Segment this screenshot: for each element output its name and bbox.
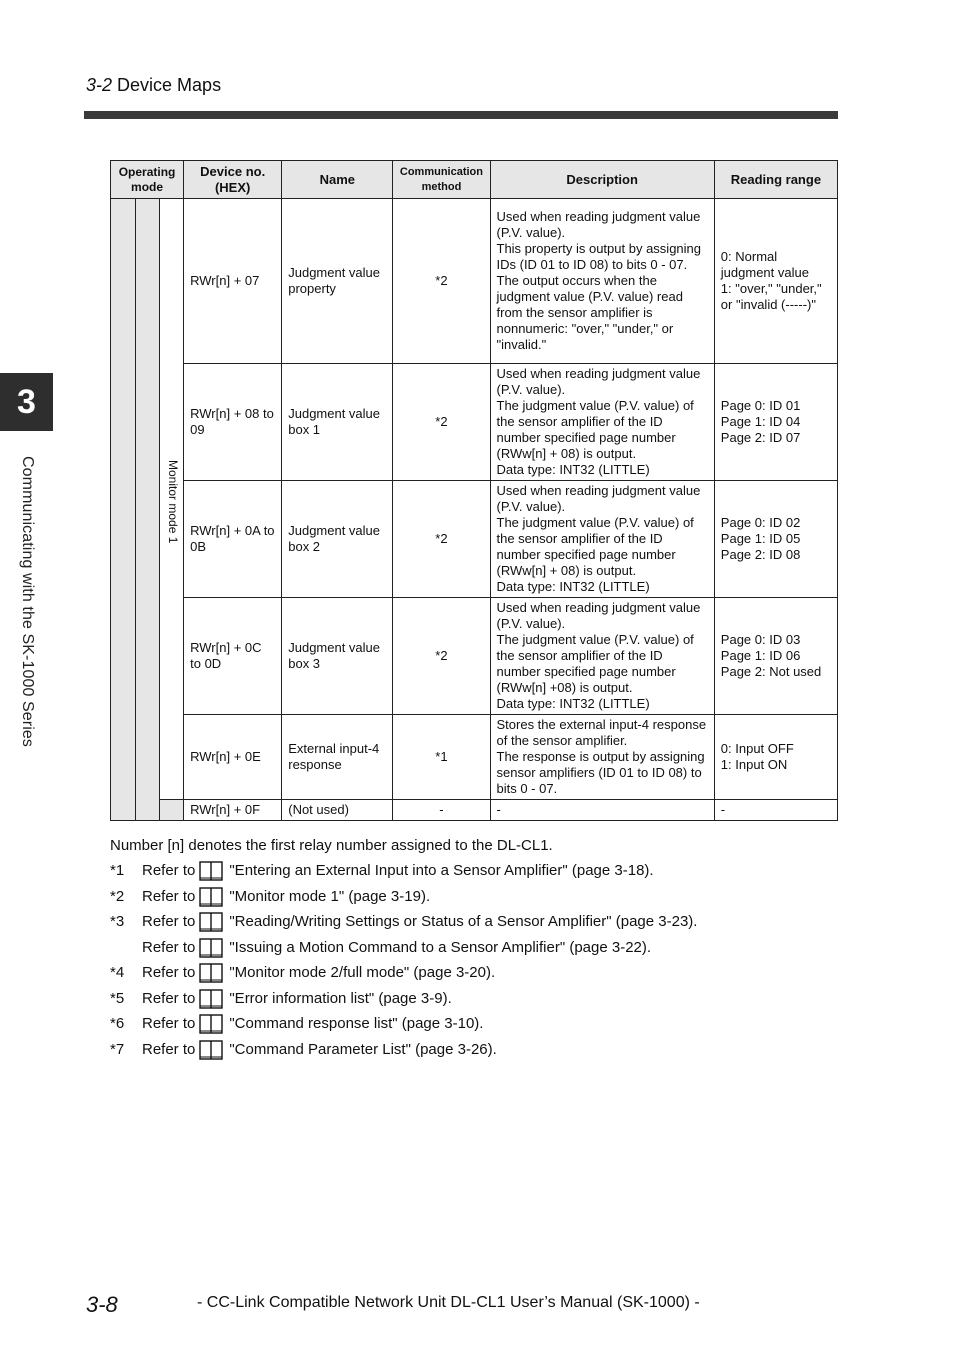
reading-range-cell: 0: Normal judgment value 1: "over," "under," or "invalid (-----)"	[714, 199, 837, 364]
method-cell: *1	[393, 715, 490, 800]
book-reference-icon	[199, 861, 223, 881]
book-reference-icon	[199, 1014, 223, 1034]
device-no-cell: RWr[n] + 0C to 0D	[184, 598, 282, 715]
method-cell: *2	[393, 364, 490, 481]
note-mark: *6	[110, 1015, 125, 1033]
device-map-table	[110, 160, 838, 821]
method-cell: *2	[393, 598, 490, 715]
mode-cell	[160, 199, 184, 800]
name-cell: Judgment value box 2	[282, 481, 393, 598]
book-reference-icon	[199, 963, 223, 983]
name-cell: Judgment value box 1	[282, 364, 393, 481]
mode-cell-blank	[160, 800, 184, 821]
table-row	[111, 199, 838, 364]
device-no-cell: RWr[n] + 0F	[184, 800, 282, 821]
name-cell: External input-4 response	[282, 715, 393, 800]
name-cell: Judgment value box 3	[282, 598, 393, 715]
note-text: "Entering an External Input into a Sensor Amplifier" (page 3-18).	[229, 862, 654, 880]
note-text: "Monitor mode 1" (page 3-19).	[229, 887, 431, 905]
chapter-side-title: Communicating with the SK-1000 Series	[19, 456, 36, 747]
reading-range-cell: Page 0: ID 03 Page 1: ID 06 Page 2: Not used	[714, 598, 837, 715]
note-mark: *4	[110, 964, 125, 982]
note-mark: *3	[110, 913, 125, 931]
chapter-number-tab: 3	[0, 373, 53, 431]
book-reference-icon	[199, 989, 223, 1009]
table-row	[111, 364, 838, 481]
reading-range-cell: -	[714, 800, 837, 821]
note-refer-label: Refer to	[142, 913, 196, 931]
description-cell: Used when reading judgment value (P.V. value). The judgment value (P.V. value) of the sensor amplifier of the ID number specified page number (RWw[n] + 08) is output. Data type: INT32 (LITTLE)	[490, 364, 714, 481]
note-text: "Monitor mode 2/full mode" (page 3-20).	[229, 964, 496, 982]
header-reading-range: Reading range	[714, 161, 837, 199]
note-refer-label: Refer to	[142, 1015, 196, 1033]
table-row	[111, 598, 838, 715]
header-operating-mode: Operating mode	[111, 161, 184, 199]
book-reference-icon	[199, 887, 223, 907]
page-number: 3-8	[86, 1292, 118, 1317]
note-refer-label: Refer to	[142, 862, 196, 880]
note-text: "Issuing a Motion Command to a Sensor Amplifier" (page 3-22).	[229, 938, 652, 956]
description-cell: Used when reading judgment value (P.V. value). The judgment value (P.V. value) of the sensor amplifier of the ID number specified page number (RWw[n] +08) is output. Data type: INT32 (LITTLE)	[490, 598, 714, 715]
manual-title: - CC-Link Compatible Network Unit DL-CL1 User’s Manual (SK-1000) -	[197, 1294, 700, 1311]
note-mark: *1	[110, 862, 125, 880]
mode-subgroup-cell	[136, 199, 160, 821]
note-item	[110, 986, 697, 1012]
name-cell: Judgment value property	[282, 199, 393, 364]
header-device-no: Device no. (HEX)	[184, 161, 282, 199]
book-reference-icon	[199, 938, 223, 958]
section-divider	[84, 111, 838, 119]
note-item	[110, 859, 697, 885]
reading-range-cell: 0: Input OFF 1: Input ON	[714, 715, 837, 800]
note-refer-label: Refer to	[142, 887, 196, 905]
note-mark: *7	[110, 1040, 125, 1058]
notes-intro: Number [n] denotes the first relay number assigned to the DL-CL1.	[110, 836, 553, 854]
method-cell: -	[393, 800, 490, 821]
description-cell: -	[490, 800, 714, 821]
book-reference-icon	[199, 1040, 223, 1060]
header-name: Name	[282, 161, 393, 199]
section-title	[86, 75, 221, 96]
note-mark: *5	[110, 989, 125, 1007]
note-text: "Error information list" (page 3-9).	[229, 989, 452, 1007]
table-row	[111, 715, 838, 800]
section-title-text: Device Maps	[117, 75, 222, 95]
note-refer-label: Refer to	[142, 938, 196, 956]
book-reference-icon	[199, 912, 223, 932]
note-refer-label: Refer to	[142, 1040, 196, 1058]
note-item	[110, 1037, 697, 1063]
mode-label: Monitor mode 1	[166, 460, 181, 544]
note-refer-label: Refer to	[142, 964, 196, 982]
device-no-cell: RWr[n] + 07	[184, 199, 282, 364]
note-item	[110, 884, 697, 910]
header-description: Description	[490, 161, 714, 199]
description-cell: Used when reading judgment value (P.V. value). The judgment value (P.V. value) of the sensor amplifier of the ID number specified page number (RWw[n] + 08) is output. Data type: INT32 (LITTLE)	[490, 481, 714, 598]
note-item	[110, 961, 697, 987]
table-header-row	[111, 161, 838, 199]
note-item	[110, 1012, 697, 1038]
note-item	[110, 935, 697, 961]
name-cell: (Not used)	[282, 800, 393, 821]
mode-group-cell	[111, 199, 136, 821]
note-text: "Command response list" (page 3-10).	[229, 1015, 484, 1033]
notes-section	[110, 833, 697, 1063]
table-row	[111, 800, 838, 821]
method-cell: *2	[393, 199, 490, 364]
note-mark: *2	[110, 887, 125, 905]
note-text: "Reading/Writing Settings or Status of a Sensor Amplifier" (page 3-23).	[229, 913, 698, 931]
device-no-cell: RWr[n] + 08 to 09	[184, 364, 282, 481]
reading-range-cell: Page 0: ID 02 Page 1: ID 05 Page 2: ID 08	[714, 481, 837, 598]
description-cell: Stores the external input-4 response of the sensor amplifier. The response is output by assigning sensor amplifiers (ID 01 to ID 08) to bits 0 - 07.	[490, 715, 714, 800]
section-number: 3-2	[86, 75, 113, 95]
header-communication-method: Communication method	[393, 161, 490, 199]
device-no-cell: RWr[n] + 0A to 0B	[184, 481, 282, 598]
note-item	[110, 910, 697, 936]
method-cell: *2	[393, 481, 490, 598]
reading-range-cell: Page 0: ID 01 Page 1: ID 04 Page 2: ID 07	[714, 364, 837, 481]
note-refer-label: Refer to	[142, 989, 196, 1007]
description-cell: Used when reading judgment value (P.V. value). This property is output by assigning IDs (ID 01 to ID 08) to bits 0 - 07. The output occurs when the judgment value (P.V. value) read from the sensor amplifier is nonnumeric: "over," "under," or "invalid."	[490, 199, 714, 364]
note-text: "Command Parameter List" (page 3-26).	[229, 1040, 497, 1058]
device-no-cell: RWr[n] + 0E	[184, 715, 282, 800]
table-row	[111, 481, 838, 598]
